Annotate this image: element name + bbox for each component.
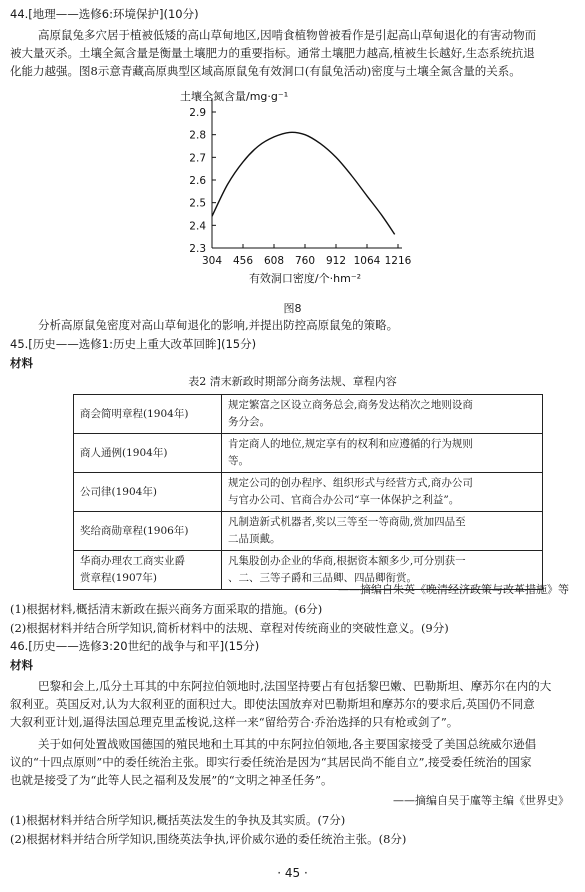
figure-caption: 图8 bbox=[283, 302, 302, 315]
table-row bbox=[74, 512, 543, 551]
y-tick-label: 2.8 bbox=[189, 129, 206, 142]
q44-intro-line: 化能力越强。图8示意青藏高原典型区域高原鼠兔有效洞口(有鼠兔活动)密度与土壤全氮含量的关系。 bbox=[10, 64, 521, 78]
x-axis-label: 有效洞口密度/个·hm⁻² bbox=[248, 272, 362, 285]
x-tick-label: 608 bbox=[263, 255, 285, 267]
q46-material-label: 材料 bbox=[10, 658, 33, 672]
q46-para2-line: 议的“十四点原则”中的委任统治主张。即实行委任统治是因为“其居民尚不能自立”,接受委任统治的国家 bbox=[10, 755, 532, 769]
table-row bbox=[74, 434, 543, 473]
x-tick-label: 1064 bbox=[353, 255, 381, 267]
q44-header: 44.[地理——选修6:环境保护](10分) bbox=[10, 7, 199, 21]
q46-question-1: (1)根据材料并结合所学知识,概括英法发生的争执及其实质。(7分) bbox=[10, 813, 346, 827]
x-tick-label: 1216 bbox=[384, 255, 412, 267]
regulation-name: 华商办理农工商实业爵 赏章程(1907年) bbox=[74, 551, 222, 590]
table-row bbox=[74, 473, 543, 512]
y-tick-label: 2.7 bbox=[189, 152, 206, 165]
q45-material-label: 材料 bbox=[10, 356, 33, 370]
nitrogen-density-chart bbox=[180, 88, 420, 308]
q46-source: ——摘编自吴于廑等主编《世界史》 bbox=[393, 794, 569, 807]
regulation-name: 商人通例(1904年) bbox=[74, 434, 222, 473]
y-tick-label: 2.9 bbox=[189, 107, 206, 119]
x-tick-label: 760 bbox=[294, 255, 316, 267]
y-tick-label: 2.3 bbox=[189, 243, 206, 255]
q45-question-1: (1)根据材料,概括清末新政在振兴商务方面采取的措施。(6分) bbox=[10, 602, 323, 616]
q45-source: ——摘编自朱英《晚清经济政策与改革措施》等 bbox=[338, 583, 569, 596]
y-tick-label: 2.4 bbox=[189, 220, 206, 233]
x-tick-label: 304 bbox=[201, 255, 223, 267]
x-tick-label: 456 bbox=[232, 255, 254, 267]
q45-header: 45.[历史——选修1:历史上重大改革回眸](15分) bbox=[10, 337, 257, 351]
table-row bbox=[74, 395, 543, 434]
regulation-name: 奖给商勋章程(1906年) bbox=[74, 512, 222, 551]
q46-question-2: (2)根据材料并结合所学知识,围绕英法争执,评价威尔逊的委任统治主张。(8分) bbox=[10, 832, 407, 846]
y-tick-label: 2.5 bbox=[189, 197, 206, 210]
q45-question-2: (2)根据材料并结合所学知识,简析材料中的法规、章程对传统商业的突破性意义。(9分) bbox=[10, 621, 449, 635]
regulation-content: 肯定商人的地位,规定享有的权利和应遵循的行为规则 等。 bbox=[222, 434, 543, 473]
q44-intro-line: 高原鼠兔多穴居于植被低矮的高山草甸地区,因啃食植物曾被看作是引起高山草甸退化的有害动物而 bbox=[38, 28, 537, 42]
y-tick-label: 2.6 bbox=[189, 175, 206, 187]
regulation-content: 规定公司的创办程序、组织形式与经营方式,商办公司 与官办公司、官商合办公司“享一体保护之利益”。 bbox=[222, 473, 543, 512]
q44-intro-line: 被大量灭杀。土壤全氮含量是衡量土壤肥力的重要指标。通常土壤肥力越高,植被生长越好,生态系统抗退 bbox=[10, 46, 535, 60]
q44-task: 分析高原鼠兔密度对高山草甸退化的影响,并提出防控高原鼠兔的策略。 bbox=[38, 318, 399, 332]
table-caption: 表2 清末新政时期部分商务法规、章程内容 bbox=[188, 375, 397, 388]
q46-para1-line: 巴黎和会上,瓜分土耳其的中东阿拉伯领地时,法国坚持要占有包括黎巴嫩、巴勒斯坦、摩苏尔在内的大 bbox=[38, 679, 552, 693]
nitrogen-curve bbox=[212, 132, 395, 234]
regulation-content: 规定繁富之区设立商务总会,商务发达稍次之地则设商 务分会。 bbox=[222, 395, 543, 434]
regulation-name: 商会简明章程(1904年) bbox=[74, 395, 222, 434]
q46-para1-line: 叙利亚。英国反对,认为大叙利亚的面积过大。即使法国放弃对巴勒斯坦和摩苏尔的要求后,英国仍不同意 bbox=[10, 697, 535, 711]
q46-header: 46.[历史——选修3:20世纪的战争与和平](15分) bbox=[10, 639, 260, 653]
q46-para1-line: 大叙利亚计划,逼得法国总理克里孟梭说,这样一来“留给劳合·乔治选择的只有枪或剑了”。 bbox=[10, 715, 459, 729]
page-number: · 45 · bbox=[277, 866, 308, 880]
q46-para2-line: 也就是接受了为“此等人民之福利及发展”的“文明之神圣任务”。 bbox=[10, 773, 333, 787]
x-tick-label: 912 bbox=[325, 255, 347, 267]
regulations-table bbox=[73, 394, 543, 590]
regulation-name: 公司律(1904年) bbox=[74, 473, 222, 512]
regulation-content: 凡制造新式机器者,奖以三等至一等商勋,赏加四品至 二品顶戴。 bbox=[222, 512, 543, 551]
regulation-content: 凡集股创办企业的华商,根据资本额多少,可分别获一 、二、三等子爵和三品卿、四品卿衔赏。 bbox=[222, 551, 543, 590]
q46-para2-line: 关于如何处置战败国德国的殖民地和土耳其的中东阿拉伯领地,各主要国家接受了美国总统威尔逊倡 bbox=[38, 737, 537, 751]
y-axis-label: 土壤全氮含量/mg·g⁻¹ bbox=[180, 90, 289, 103]
